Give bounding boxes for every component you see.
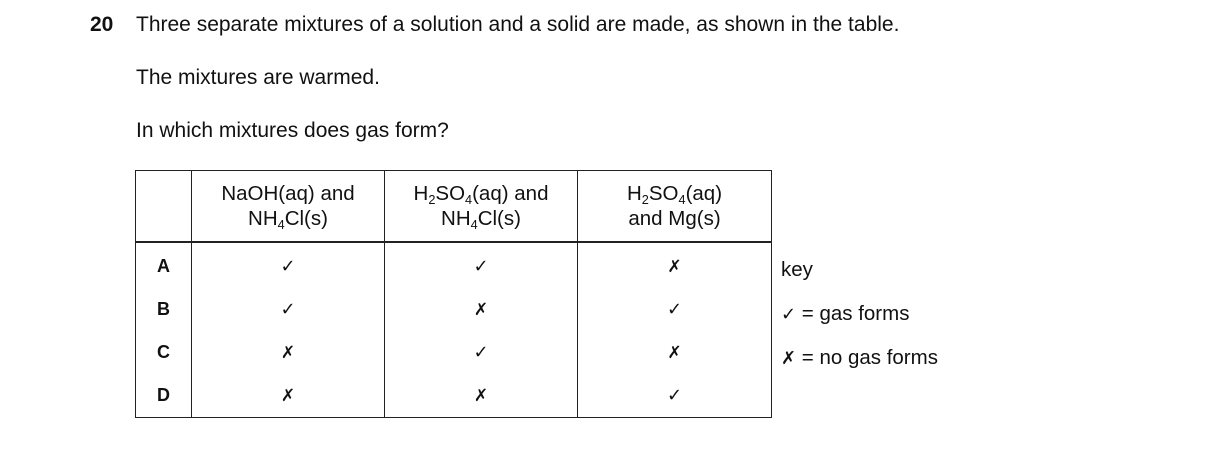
cross-mark: ✗ (667, 256, 682, 277)
subscript: 4 (678, 191, 686, 207)
result-cell (578, 242, 772, 288)
tick-icon: ✓ (781, 304, 797, 325)
header-blank-cell (136, 171, 192, 243)
result-cell (192, 374, 385, 418)
cross-icon: ✗ (781, 348, 797, 369)
cross-mark: ✗ (473, 299, 489, 320)
result-cell (578, 288, 772, 331)
subscript: 4 (277, 216, 285, 232)
header-text: NaOH(aq) and (221, 182, 355, 205)
tick-mark: ✓ (666, 384, 683, 406)
result-cell (385, 242, 578, 288)
header-text: and Mg(s) (628, 207, 721, 230)
header-naoh-nh4cl (192, 171, 385, 243)
question-number: 20 (90, 13, 114, 36)
question-stem: Three separate mixtures of a solution and a solid are made, as shown in the table. (136, 13, 900, 36)
key-gas-forms (781, 302, 909, 326)
header-text: (aq) (685, 182, 723, 205)
tick-mark: ✓ (280, 255, 296, 277)
table-row (136, 242, 772, 288)
cross-mark: ✗ (473, 385, 489, 406)
question-line-warmed: The mixtures are warmed. (136, 66, 380, 89)
tick-mark: ✓ (473, 341, 489, 363)
cross-mark: ✗ (667, 342, 682, 363)
subscript: 2 (428, 191, 436, 207)
subscript: 4 (465, 191, 473, 207)
result-cell (578, 331, 772, 374)
mixtures-table (135, 170, 772, 418)
header-text: NH (441, 207, 471, 230)
header-text: NH (248, 207, 278, 230)
cross-mark: ✗ (280, 385, 296, 406)
row-label-b: B (136, 288, 192, 331)
header-h2so4-mg (578, 171, 772, 243)
result-cell (192, 331, 385, 374)
tick-mark: ✓ (473, 255, 489, 277)
result-cell (385, 374, 578, 418)
table-header-row (136, 171, 772, 243)
key-no-gas-forms-text: = no gas forms (796, 346, 938, 369)
header-text: SO (435, 182, 466, 205)
header-text: Cl(s) (284, 207, 328, 230)
cross-mark: ✗ (280, 342, 296, 363)
header-text: Cl(s) (477, 207, 521, 230)
header-text: H (626, 182, 642, 205)
row-label-d: D (136, 374, 192, 418)
row-label-c: C (136, 331, 192, 374)
header-text: H (413, 182, 429, 205)
result-cell (578, 374, 772, 418)
table-row (136, 288, 772, 331)
result-cell (192, 242, 385, 288)
table-row (136, 331, 772, 374)
question-prompt: In which mixtures does gas form? (136, 119, 449, 142)
subscript: 4 (470, 216, 478, 232)
key-title: key (781, 258, 813, 281)
header-text: (aq) and (472, 182, 549, 205)
result-cell (192, 288, 385, 331)
result-cell (385, 331, 578, 374)
header-h2so4-nh4cl (385, 171, 578, 243)
tick-mark: ✓ (280, 298, 296, 320)
result-cell (385, 288, 578, 331)
key-gas-forms-text: = gas forms (796, 302, 910, 325)
tick-mark: ✓ (666, 298, 683, 320)
header-text: SO (648, 182, 679, 205)
row-label-a: A (136, 242, 192, 288)
subscript: 2 (641, 191, 649, 207)
table-row (136, 374, 772, 418)
key-no-gas-forms (781, 346, 938, 370)
